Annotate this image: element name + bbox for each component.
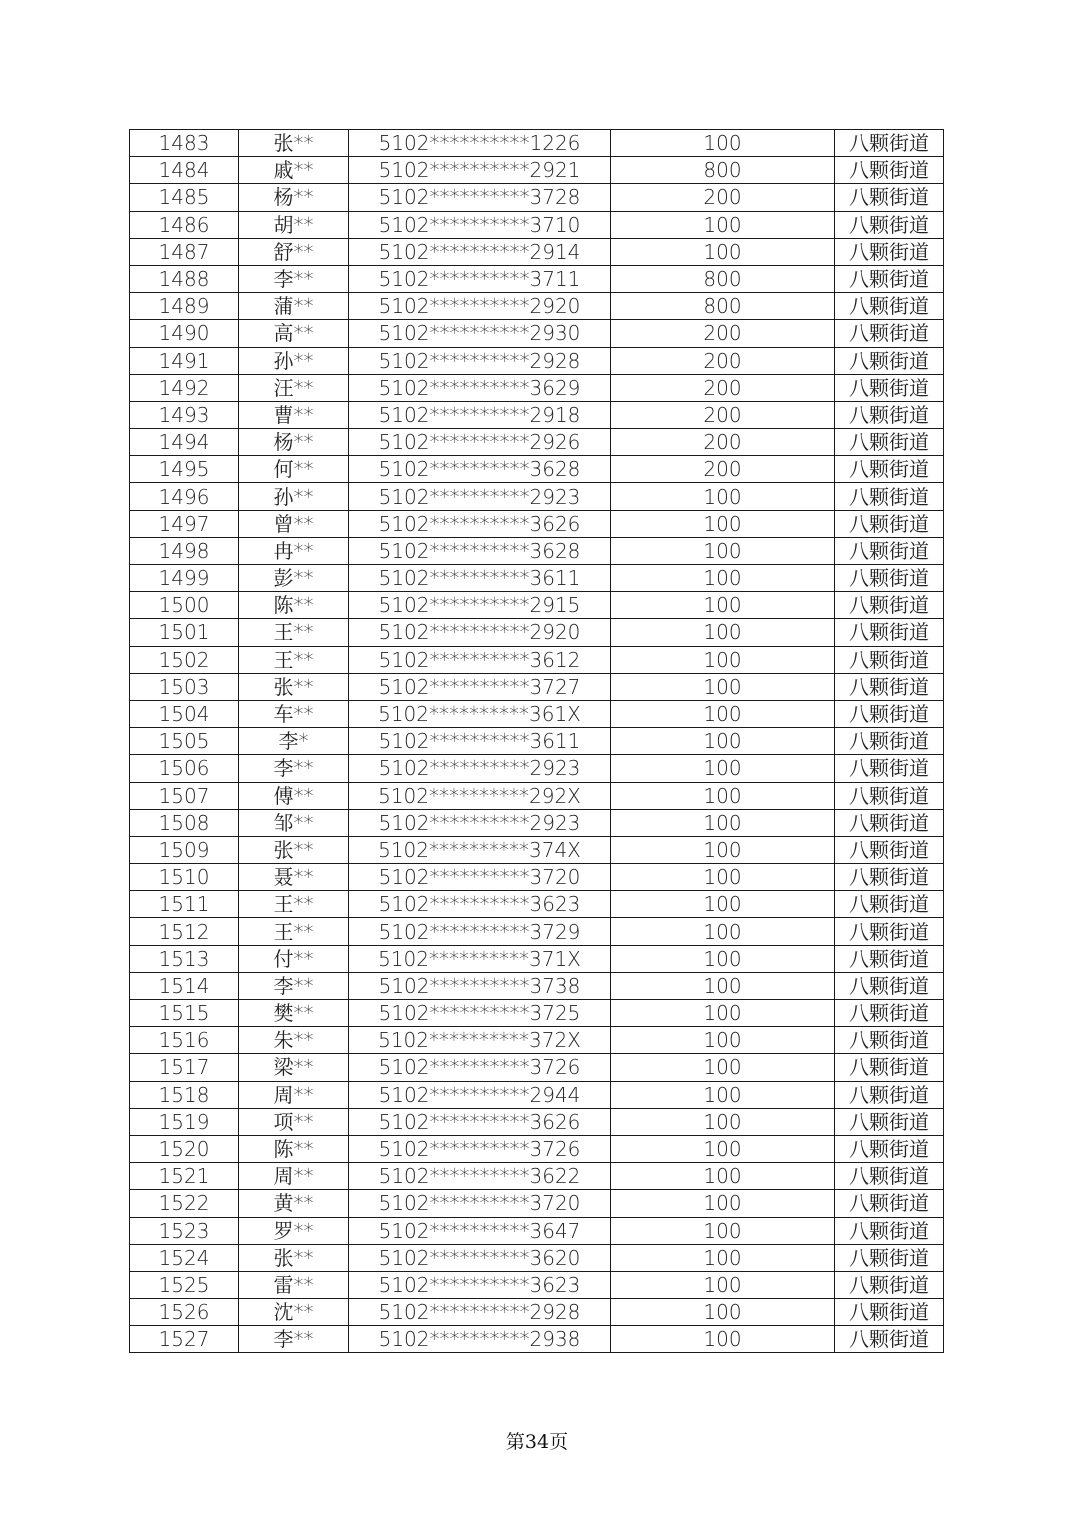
table-row: [130, 782, 944, 809]
id-number-cell: 5102**********3720: [349, 1190, 611, 1217]
amount-cell: 100: [611, 1299, 835, 1326]
row-number-cell: 1527: [130, 1326, 239, 1353]
id-number-cell: 5102**********3623: [349, 1271, 611, 1298]
row-number-cell: 1502: [130, 646, 239, 673]
name-cell: 王**: [239, 619, 349, 646]
name-cell: 李*: [239, 728, 349, 755]
name-cell: 杨**: [239, 184, 349, 211]
area-cell: 八颗街道: [835, 1190, 944, 1217]
amount-cell: 800: [611, 265, 835, 292]
name-cell: 陈**: [239, 1135, 349, 1162]
area-cell: 八颗街道: [835, 347, 944, 374]
area-cell: 八颗街道: [835, 510, 944, 537]
amount-cell: 100: [611, 1217, 835, 1244]
name-cell: 彭**: [239, 565, 349, 592]
name-cell: 项**: [239, 1108, 349, 1135]
id-number-cell: 5102**********3612: [349, 646, 611, 673]
amount-cell: 100: [611, 510, 835, 537]
name-cell: 孙**: [239, 483, 349, 510]
row-number-cell: 1520: [130, 1135, 239, 1162]
id-number-cell: 5102**********3726: [349, 1135, 611, 1162]
name-cell: 车**: [239, 700, 349, 727]
name-cell: 李**: [239, 265, 349, 292]
id-number-cell: 5102**********361X: [349, 700, 611, 727]
row-number-cell: 1510: [130, 864, 239, 891]
amount-cell: 100: [611, 782, 835, 809]
row-number-cell: 1495: [130, 456, 239, 483]
id-number-cell: 5102**********3628: [349, 537, 611, 564]
name-cell: 周**: [239, 1163, 349, 1190]
amount-cell: 100: [611, 592, 835, 619]
id-number-cell: 5102**********1226: [349, 130, 611, 157]
id-number-cell: 5102**********3727: [349, 673, 611, 700]
area-cell: 八颗街道: [835, 565, 944, 592]
id-number-cell: 5102**********3729: [349, 918, 611, 945]
amount-cell: 100: [611, 918, 835, 945]
name-cell: 付**: [239, 945, 349, 972]
row-number-cell: 1489: [130, 293, 239, 320]
id-number-cell: 5102**********3623: [349, 891, 611, 918]
area-cell: 八颗街道: [835, 1081, 944, 1108]
table-row: [130, 646, 944, 673]
table-row: [130, 374, 944, 401]
amount-cell: 100: [611, 864, 835, 891]
name-cell: 胡**: [239, 211, 349, 238]
amount-cell: 200: [611, 374, 835, 401]
table-row: [130, 1027, 944, 1054]
id-number-cell: 5102**********2920: [349, 619, 611, 646]
row-number-cell: 1505: [130, 728, 239, 755]
area-cell: 八颗街道: [835, 1244, 944, 1271]
id-number-cell: 5102**********3626: [349, 1108, 611, 1135]
table-row: [130, 130, 944, 157]
id-number-cell: 5102**********2944: [349, 1081, 611, 1108]
amount-cell: 200: [611, 401, 835, 428]
name-cell: 曹**: [239, 401, 349, 428]
row-number-cell: 1516: [130, 1027, 239, 1054]
amount-cell: 100: [611, 1271, 835, 1298]
table-row: [130, 238, 944, 265]
amount-cell: 100: [611, 1027, 835, 1054]
area-cell: 八颗街道: [835, 755, 944, 782]
id-number-cell: 5102**********3710: [349, 211, 611, 238]
area-cell: 八颗街道: [835, 836, 944, 863]
name-cell: 张**: [239, 130, 349, 157]
row-number-cell: 1518: [130, 1081, 239, 1108]
row-number-cell: 1487: [130, 238, 239, 265]
area-cell: 八颗街道: [835, 157, 944, 184]
table-row: [130, 211, 944, 238]
amount-cell: 200: [611, 429, 835, 456]
amount-cell: 800: [611, 157, 835, 184]
row-number-cell: 1511: [130, 891, 239, 918]
row-number-cell: 1504: [130, 700, 239, 727]
name-cell: 王**: [239, 918, 349, 945]
name-cell: 杨**: [239, 429, 349, 456]
id-number-cell: 5102**********3647: [349, 1217, 611, 1244]
name-cell: 雷**: [239, 1271, 349, 1298]
area-cell: 八颗街道: [835, 320, 944, 347]
name-cell: 邹**: [239, 809, 349, 836]
row-number-cell: 1523: [130, 1217, 239, 1244]
name-cell: 李**: [239, 1326, 349, 1353]
amount-cell: 100: [611, 1190, 835, 1217]
row-number-cell: 1517: [130, 1054, 239, 1081]
table-row: [130, 429, 944, 456]
amount-cell: 100: [611, 130, 835, 157]
name-cell: 陈**: [239, 592, 349, 619]
row-number-cell: 1493: [130, 401, 239, 428]
area-cell: 八颗街道: [835, 782, 944, 809]
table-row: [130, 510, 944, 537]
name-cell: 黄**: [239, 1190, 349, 1217]
amount-cell: 200: [611, 456, 835, 483]
name-cell: 孙**: [239, 347, 349, 374]
row-number-cell: 1499: [130, 565, 239, 592]
area-cell: 八颗街道: [835, 1299, 944, 1326]
amount-cell: 100: [611, 891, 835, 918]
area-cell: 八颗街道: [835, 456, 944, 483]
name-cell: 张**: [239, 836, 349, 863]
id-number-cell: 5102**********2923: [349, 755, 611, 782]
table-row: [130, 673, 944, 700]
area-cell: 八颗街道: [835, 293, 944, 320]
area-cell: 八颗街道: [835, 1163, 944, 1190]
area-cell: 八颗街道: [835, 537, 944, 564]
amount-cell: 100: [611, 1081, 835, 1108]
amount-cell: 100: [611, 1244, 835, 1271]
id-number-cell: 5102**********2928: [349, 1299, 611, 1326]
name-cell: 梁**: [239, 1054, 349, 1081]
area-cell: 八颗街道: [835, 130, 944, 157]
amount-cell: 200: [611, 184, 835, 211]
id-number-cell: 5102**********3728: [349, 184, 611, 211]
row-number-cell: 1522: [130, 1190, 239, 1217]
row-number-cell: 1501: [130, 619, 239, 646]
id-number-cell: 5102**********3629: [349, 374, 611, 401]
table-row: [130, 565, 944, 592]
id-number-cell: 5102**********3620: [349, 1244, 611, 1271]
row-number-cell: 1483: [130, 130, 239, 157]
name-cell: 王**: [239, 891, 349, 918]
name-cell: 高**: [239, 320, 349, 347]
table-row: [130, 1217, 944, 1244]
row-number-cell: 1492: [130, 374, 239, 401]
name-cell: 傅**: [239, 782, 349, 809]
table-row: [130, 401, 944, 428]
amount-cell: 100: [611, 1135, 835, 1162]
table-row: [130, 1271, 944, 1298]
row-number-cell: 1525: [130, 1271, 239, 1298]
amount-cell: 100: [611, 565, 835, 592]
row-number-cell: 1500: [130, 592, 239, 619]
table-row: [130, 945, 944, 972]
id-number-cell: 5102**********2918: [349, 401, 611, 428]
table-row: [130, 320, 944, 347]
row-number-cell: 1506: [130, 755, 239, 782]
table-row: [130, 157, 944, 184]
name-cell: 张**: [239, 1244, 349, 1271]
name-cell: 冉**: [239, 537, 349, 564]
area-cell: 八颗街道: [835, 211, 944, 238]
area-cell: 八颗街道: [835, 592, 944, 619]
amount-cell: 100: [611, 619, 835, 646]
area-cell: 八颗街道: [835, 918, 944, 945]
table-row: [130, 456, 944, 483]
id-number-cell: 5102**********2923: [349, 483, 611, 510]
area-cell: 八颗街道: [835, 700, 944, 727]
roster-table-body: [130, 130, 944, 1353]
area-cell: 八颗街道: [835, 1000, 944, 1027]
name-cell: 何**: [239, 456, 349, 483]
id-number-cell: 5102**********2923: [349, 809, 611, 836]
row-number-cell: 1490: [130, 320, 239, 347]
name-cell: 樊**: [239, 1000, 349, 1027]
amount-cell: 100: [611, 673, 835, 700]
row-number-cell: 1486: [130, 211, 239, 238]
name-cell: 张**: [239, 673, 349, 700]
id-number-cell: 5102**********3726: [349, 1054, 611, 1081]
row-number-cell: 1514: [130, 972, 239, 999]
amount-cell: 100: [611, 1108, 835, 1135]
id-number-cell: 5102**********2938: [349, 1326, 611, 1353]
area-cell: 八颗街道: [835, 1217, 944, 1244]
id-number-cell: 5102**********3611: [349, 565, 611, 592]
row-number-cell: 1521: [130, 1163, 239, 1190]
area-cell: 八颗街道: [835, 483, 944, 510]
table-row: [130, 537, 944, 564]
table-row: [130, 1135, 944, 1162]
row-number-cell: 1494: [130, 429, 239, 456]
area-cell: 八颗街道: [835, 728, 944, 755]
table-row: [130, 1081, 944, 1108]
row-number-cell: 1519: [130, 1108, 239, 1135]
table-row: [130, 836, 944, 863]
area-cell: 八颗街道: [835, 265, 944, 292]
id-number-cell: 5102**********3711: [349, 265, 611, 292]
row-number-cell: 1507: [130, 782, 239, 809]
area-cell: 八颗街道: [835, 401, 944, 428]
id-number-cell: 5102**********372X: [349, 1027, 611, 1054]
table-row: [130, 184, 944, 211]
amount-cell: 800: [611, 293, 835, 320]
table-row: [130, 918, 944, 945]
name-cell: 李**: [239, 755, 349, 782]
table-row: [130, 1299, 944, 1326]
id-number-cell: 5102**********371X: [349, 945, 611, 972]
area-cell: 八颗街道: [835, 1271, 944, 1298]
row-number-cell: 1508: [130, 809, 239, 836]
id-number-cell: 5102**********2915: [349, 592, 611, 619]
row-number-cell: 1498: [130, 537, 239, 564]
amount-cell: 100: [611, 238, 835, 265]
table-row: [130, 891, 944, 918]
id-number-cell: 5102**********292X: [349, 782, 611, 809]
area-cell: 八颗街道: [835, 429, 944, 456]
row-number-cell: 1503: [130, 673, 239, 700]
table-row: [130, 1190, 944, 1217]
table-row: [130, 972, 944, 999]
id-number-cell: 5102**********3628: [349, 456, 611, 483]
table-row: [130, 700, 944, 727]
name-cell: 聂**: [239, 864, 349, 891]
row-number-cell: 1496: [130, 483, 239, 510]
amount-cell: 100: [611, 537, 835, 564]
area-cell: 八颗街道: [835, 1054, 944, 1081]
table-row: [130, 592, 944, 619]
name-cell: 戚**: [239, 157, 349, 184]
table-row: [130, 1054, 944, 1081]
id-number-cell: 5102**********2930: [349, 320, 611, 347]
table-row: [130, 1244, 944, 1271]
id-number-cell: 5102**********2921: [349, 157, 611, 184]
table-row: [130, 755, 944, 782]
area-cell: 八颗街道: [835, 864, 944, 891]
name-cell: 舒**: [239, 238, 349, 265]
row-number-cell: 1515: [130, 1000, 239, 1027]
id-number-cell: 5102**********3622: [349, 1163, 611, 1190]
area-cell: 八颗街道: [835, 809, 944, 836]
page-number: 第34页: [505, 1431, 569, 1453]
area-cell: 八颗街道: [835, 1108, 944, 1135]
row-number-cell: 1512: [130, 918, 239, 945]
name-cell: 汪**: [239, 374, 349, 401]
amount-cell: 100: [611, 755, 835, 782]
amount-cell: 100: [611, 1054, 835, 1081]
area-cell: 八颗街道: [835, 374, 944, 401]
row-number-cell: 1485: [130, 184, 239, 211]
id-number-cell: 5102**********2926: [349, 429, 611, 456]
row-number-cell: 1513: [130, 945, 239, 972]
name-cell: 罗**: [239, 1217, 349, 1244]
table-row: [130, 1000, 944, 1027]
row-number-cell: 1524: [130, 1244, 239, 1271]
table-row: [130, 1326, 944, 1353]
name-cell: 王**: [239, 646, 349, 673]
row-number-cell: 1491: [130, 347, 239, 374]
table-row: [130, 728, 944, 755]
id-number-cell: 5102**********2920: [349, 293, 611, 320]
roster-table: [129, 129, 944, 1353]
row-number-cell: 1509: [130, 836, 239, 863]
table-row: [130, 864, 944, 891]
name-cell: 曾**: [239, 510, 349, 537]
table-row: [130, 1108, 944, 1135]
amount-cell: 100: [611, 728, 835, 755]
amount-cell: 100: [611, 972, 835, 999]
area-cell: 八颗街道: [835, 619, 944, 646]
amount-cell: 100: [611, 945, 835, 972]
id-number-cell: 5102**********3626: [349, 510, 611, 537]
amount-cell: 100: [611, 836, 835, 863]
area-cell: 八颗街道: [835, 945, 944, 972]
amount-cell: 200: [611, 347, 835, 374]
area-cell: 八颗街道: [835, 1326, 944, 1353]
name-cell: 蒲**: [239, 293, 349, 320]
table-row: [130, 809, 944, 836]
table-row: [130, 347, 944, 374]
amount-cell: 100: [611, 1326, 835, 1353]
amount-cell: 100: [611, 1163, 835, 1190]
area-cell: 八颗街道: [835, 891, 944, 918]
name-cell: 沈**: [239, 1299, 349, 1326]
amount-cell: 200: [611, 320, 835, 347]
amount-cell: 100: [611, 211, 835, 238]
amount-cell: 100: [611, 1000, 835, 1027]
area-cell: 八颗街道: [835, 646, 944, 673]
name-cell: 李**: [239, 972, 349, 999]
area-cell: 八颗街道: [835, 1135, 944, 1162]
id-number-cell: 5102**********3720: [349, 864, 611, 891]
area-cell: 八颗街道: [835, 238, 944, 265]
amount-cell: 100: [611, 809, 835, 836]
name-cell: 朱**: [239, 1027, 349, 1054]
area-cell: 八颗街道: [835, 972, 944, 999]
id-number-cell: 5102**********2928: [349, 347, 611, 374]
amount-cell: 100: [611, 700, 835, 727]
table-row: [130, 265, 944, 292]
id-number-cell: 5102**********3725: [349, 1000, 611, 1027]
row-number-cell: 1484: [130, 157, 239, 184]
row-number-cell: 1497: [130, 510, 239, 537]
id-number-cell: 5102**********3738: [349, 972, 611, 999]
table-row: [130, 483, 944, 510]
area-cell: 八颗街道: [835, 184, 944, 211]
row-number-cell: 1526: [130, 1299, 239, 1326]
table-row: [130, 619, 944, 646]
id-number-cell: 5102**********2914: [349, 238, 611, 265]
table-row: [130, 293, 944, 320]
amount-cell: 100: [611, 646, 835, 673]
amount-cell: 100: [611, 483, 835, 510]
table-row: [130, 1163, 944, 1190]
area-cell: 八颗街道: [835, 673, 944, 700]
row-number-cell: 1488: [130, 265, 239, 292]
id-number-cell: 5102**********374X: [349, 836, 611, 863]
name-cell: 周**: [239, 1081, 349, 1108]
area-cell: 八颗街道: [835, 1027, 944, 1054]
id-number-cell: 5102**********3611: [349, 728, 611, 755]
